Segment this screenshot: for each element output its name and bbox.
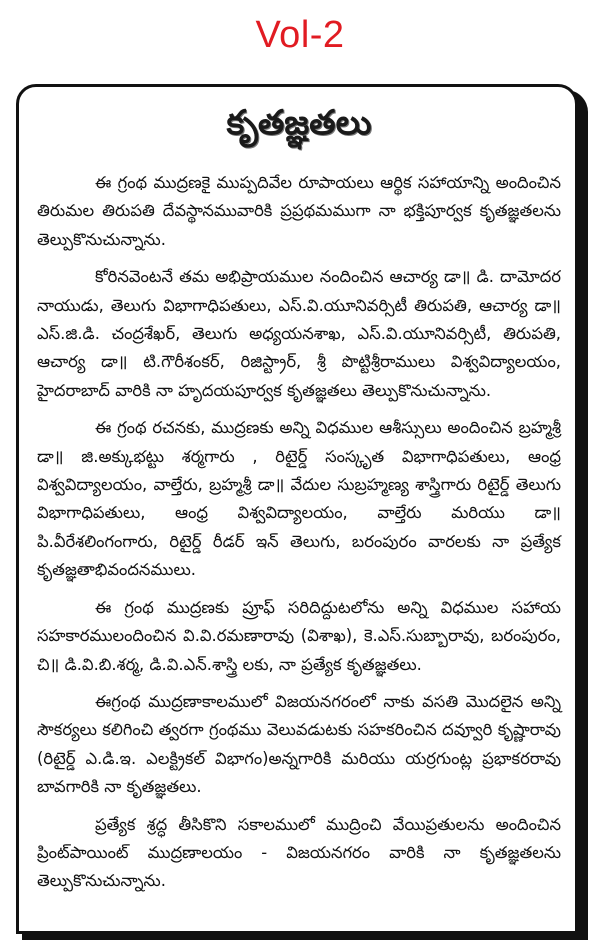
- paragraph-4-text: ఈ గ్రంథ ముద్రణకు ప్రూఫ్ సరిదిద్దుటలోను అన్ని విధముల సహాయ సహకారములందించిన వి.వి.రమణారావు (విశాఖ), కె.ఎస్.సుబ్బారావు, బరంపురం, చి॥ డి.వి.బి.శర్మ, డి.వి.ఎన్.శాస్త్రి లకు, నా ప్రత్యేక కృతజ్ఞతలు.: [37, 597, 561, 674]
- paragraph-4: [37, 594, 561, 679]
- paragraph-6: [37, 811, 561, 896]
- paragraph-2: [37, 263, 561, 405]
- acknowledgements-page: [16, 84, 578, 934]
- page-heading: కృతజ్ఞతలు: [226, 103, 372, 143]
- paragraph-3-text: ఈ గ్రంథ రచనకు, ముద్రణకు అన్ని విధముల ఆశీస్సులు అందించిన బ్రహ్మశ్రీ డా॥ జి.అక్కుభట్టు శర్మగారు , రిటైర్డ్ సంస్కృత విభాగాధిపతులు, ఆంధ్ర విశ్వవిద్యాలయం, వాల్తేరు, బ్రహ్మశ్రీ డా॥ వేదుల సుబ్రహ్మణ్య శాస్త్రిగారు రిటైర్డ్ తెలుగు విభాగాధిపతులు, ఆంధ్ర విశ్వవిద్యాలయం, వాల్తేరు మరియు డా॥ పి.వీరేశలింగంగారు, రిటైర్డ్ రీడర్ ఇన్ తెలుగు, బరంపురం వారలకు నా ప్రత్యేక కృతజ్ఞతాభివందనములు.: [37, 418, 561, 580]
- paragraph-3: [37, 414, 561, 584]
- paragraph-6-text: ప్రత్యేక శ్రద్ధ తీసికొని సకాలములో ముద్రించి వేయిప్రతులను అందించిన ప్రింట్‌పాయింట్ ముద్రణాలయం - విజయనగరం వారికి నా కృతజ్ఞతలను తెల్పుకొనుచున్నాను.: [37, 814, 561, 891]
- paragraph-1: [37, 169, 561, 254]
- paragraph-2-text: కోరినవెంటనే తమ అభిప్రాయముల నందించిన ఆచార్య డా॥ డి. దామోదర నాయుడు, తెలుగు విభాగాధిపతులు, ఎస్.వి.యూనివర్సిటీ తిరుపతి, ఆచార్య డా॥ ఎస్.జి.డి. చంద్రశేఖర్, తెలుగు అధ్యయనశాఖ, ఎస్.వి.యూనివర్సిటీ, తిరుపతి, ఆచార్య డా॥ టి.గౌరీశంకర్, రిజిస్ట్రార్, శ్రీ పొట్టిశ్రీరాములు విశ్వవిద్యాలయం, హైదరాబాద్ వారికి నా హృదయపూర్వక కృతజ్ఞతలు తెల్పుకొనుచున్నాను.: [37, 267, 561, 400]
- volume-label: Vol-2: [255, 14, 345, 56]
- paragraph-5: [37, 688, 561, 802]
- paragraph-1-text: ఈ గ్రంథ ముద్రణకై ముప్పదివేల రూపాయలు ఆర్థిక సహాయాన్ని అందించిన తిరుమల తిరుపతి దేవస్థానమువారికి ప్రప్రథమముగా నా భక్తిపూర్వక కృతజ్ఞతలను తెల్పుకొనుచున్నాను.: [37, 173, 561, 249]
- paragraph-5-text: ఈగ్రంథ ముద్రణాకాలములో విజయనగరంలో నాకు వసతి మొదలైన అన్ని సౌకర్యలు కలిగించి త్వరగా గ్రంథము వెలువడుటకు సహకరించిన దవ్వూరి కృష్ణారావు (రిటైర్డ్ ఎ.డి.ఇ. ఎలక్ట్రికల్ విభాగం)అన్నగారికి మరియు యర్రగుంట్ల ప్రభాకరరావు బావగారికి నా కృతజ్ఞతలు.: [37, 691, 561, 797]
